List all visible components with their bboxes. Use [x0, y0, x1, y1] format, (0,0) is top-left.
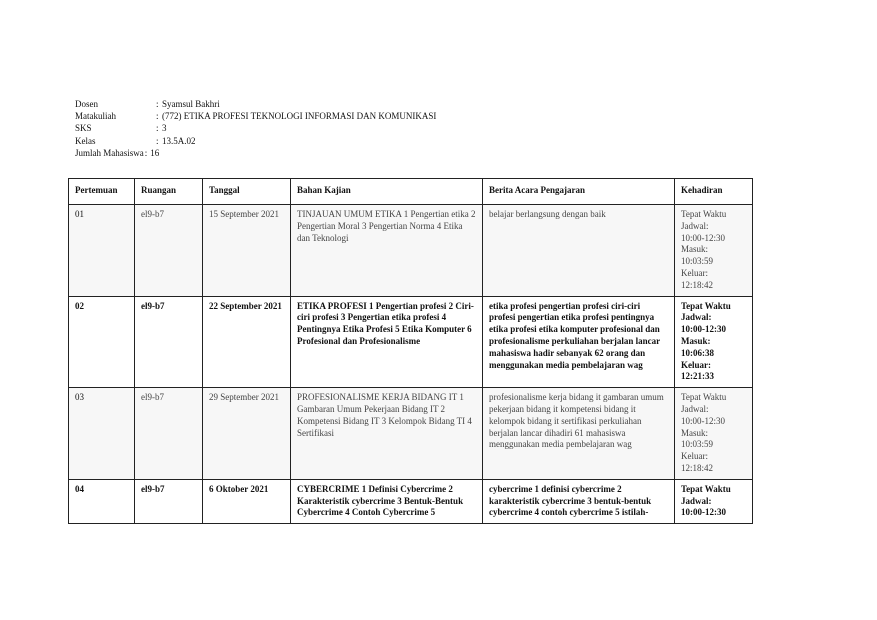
header-label: SKS	[75, 123, 92, 134]
kehadiran-status: Tepat Waktu	[681, 392, 727, 403]
header-row-kelas	[75, 135, 436, 147]
cell-kehadiran	[675, 296, 753, 388]
cell-berita-acara: belajar berlangsung dengan baik	[483, 205, 675, 297]
header-row-jumlah-mahasiswa	[75, 147, 436, 159]
kehadiran-line: 10:00-12:30	[681, 415, 725, 426]
kehadiran-line: 10:03:59	[681, 256, 714, 267]
cell-bahan-kajian: PROFESIONALISME KERJA BIDANG IT 1 Gambaran Umum Pekerjaan Bidang IT 2 Kompetensi Bidang IT 3 Kelompok Bidang TI 4 Sertifikasi	[291, 388, 483, 480]
kehadiran-line: Keluar:	[681, 267, 708, 278]
table-row	[69, 205, 753, 297]
cell-kehadiran	[675, 388, 753, 480]
attendance-table	[68, 178, 753, 524]
cell-pertemuan: 04	[69, 479, 135, 523]
header-row-matakuliah	[75, 110, 436, 122]
cell-berita-acara: cybercrime 1 definisi cybercrime 2 karakteristik cybercrime 3 bentuk-bentuk cybercrime 4 contoh cybercrime 5 istilah-	[483, 479, 675, 523]
cell-bahan-kajian: CYBERCRIME 1 Definisi Cybercrime 2 Karakteristik cybercrime 3 Bentuk-Bentuk Cybercrime 4 Contoh Cybercrime 5	[291, 479, 483, 523]
kehadiran-line: 12:21:33	[681, 371, 714, 382]
header-row-dosen	[75, 98, 436, 110]
header-label: Kelas	[75, 135, 96, 146]
header-label: Matakuliah	[75, 111, 116, 122]
column-header-tanggal: Tanggal	[203, 179, 291, 205]
table-header-row	[69, 179, 753, 205]
cell-tanggal: 22 September 2021	[203, 296, 291, 388]
kehadiran-line: 12:18:42	[681, 462, 714, 473]
header-label: Jumlah Mahasiswa	[75, 147, 144, 158]
kehadiran-line: Jadwal:	[681, 495, 712, 506]
cell-berita-acara: profesionalisme kerja bidang it gambaran umum pekerjaan bidang it kompetensi bidang it kelompok bidang it sertifikasi perkuliahan berjalan lancar dihadiri 61 mahasiswa menggunakan media pembelajaran wag	[483, 388, 675, 480]
kehadiran-line: 10:03:59	[681, 439, 714, 450]
header-value: 3	[162, 123, 167, 134]
kehadiran-line: Jadwal:	[681, 220, 709, 231]
cell-bahan-kajian: ETIKA PROFESI 1 Pengertian profesi 2 Ciri-ciri profesi 3 Pengertian etika profesi 4 Pentingnya Etika Profesi 5 Etika Komputer 6 Profesional dan Profesionalisme	[291, 296, 483, 388]
cell-bahan-kajian: TINJAUAN UMUM ETIKA 1 Pengertian etika 2 Pengertian Moral 3 Pengertian Norma 4 Etika dan Teknologi	[291, 205, 483, 297]
kehadiran-line: Keluar:	[681, 451, 708, 462]
cell-kehadiran	[675, 205, 753, 297]
header-separator: :	[156, 135, 159, 146]
kehadiran-line: 10:00-12:30	[681, 507, 726, 518]
kehadiran-line: Jadwal:	[681, 312, 712, 323]
kehadiran-line: Masuk:	[681, 335, 711, 346]
kehadiran-line: 12:18:42	[681, 279, 714, 290]
header-separator: :	[156, 123, 159, 134]
kehadiran-line: Keluar:	[681, 359, 711, 370]
table-row	[69, 388, 753, 480]
cell-ruangan: el9-b7	[135, 479, 203, 523]
kehadiran-line: Jadwal:	[681, 403, 709, 414]
cell-pertemuan: 03	[69, 388, 135, 480]
header-separator: :	[144, 147, 148, 158]
kehadiran-status: Tepat Waktu	[681, 483, 731, 494]
header-separator: :	[156, 99, 159, 109]
column-header-bahan-kajian: Bahan Kajian	[291, 179, 483, 205]
kehadiran-line: 10:00-12:30	[681, 232, 725, 243]
cell-ruangan: el9-b7	[135, 205, 203, 297]
table-row	[69, 296, 753, 388]
kehadiran-line: Masuk:	[681, 427, 708, 438]
column-header-berita-acara: Berita Acara Pengajaran	[483, 179, 675, 205]
header-value: 13.5A.02	[162, 135, 196, 146]
cell-pertemuan: 01	[69, 205, 135, 297]
cell-berita-acara: etika profesi pengertian profesi ciri-ciri profesi pengertian etika profesi pentingnya etika profesi etika komputer profesional dan profesionalisme perkuliahan berjalan lancar mahasiswa hadir sebanyak 62 orang dan menggunakan media pembelajaran wag	[483, 296, 675, 388]
cell-kehadiran	[675, 479, 753, 523]
table-row	[69, 479, 753, 523]
column-header-pertemuan: Pertemuan	[69, 179, 135, 205]
kehadiran-line: 10:00-12:30	[681, 324, 726, 335]
cell-ruangan: el9-b7	[135, 296, 203, 388]
header-value: Syamsul Bakhri	[162, 99, 220, 109]
kehadiran-status: Tepat Waktu	[681, 300, 731, 311]
column-header-ruangan: Ruangan	[135, 179, 203, 205]
cell-tanggal: 6 Oktober 2021	[203, 479, 291, 523]
cell-tanggal: 29 September 2021	[203, 388, 291, 480]
kehadiran-line: Masuk:	[681, 244, 708, 255]
course-header	[75, 98, 436, 159]
header-value: (772) ETIKA PROFESI TEKNOLOGI INFORMASI DAN KOMUNIKASI	[162, 111, 437, 122]
header-separator: :	[156, 111, 159, 122]
header-label: Dosen	[75, 99, 98, 109]
cell-ruangan: el9-b7	[135, 388, 203, 480]
cell-tanggal: 15 September 2021	[203, 205, 291, 297]
header-value: 16	[150, 147, 160, 158]
header-row-sks	[75, 122, 436, 134]
cell-pertemuan: 02	[69, 296, 135, 388]
kehadiran-status: Tepat Waktu	[681, 209, 727, 219]
column-header-kehadiran: Kehadiran	[675, 179, 753, 205]
kehadiran-line: 10:06:38	[681, 347, 714, 358]
